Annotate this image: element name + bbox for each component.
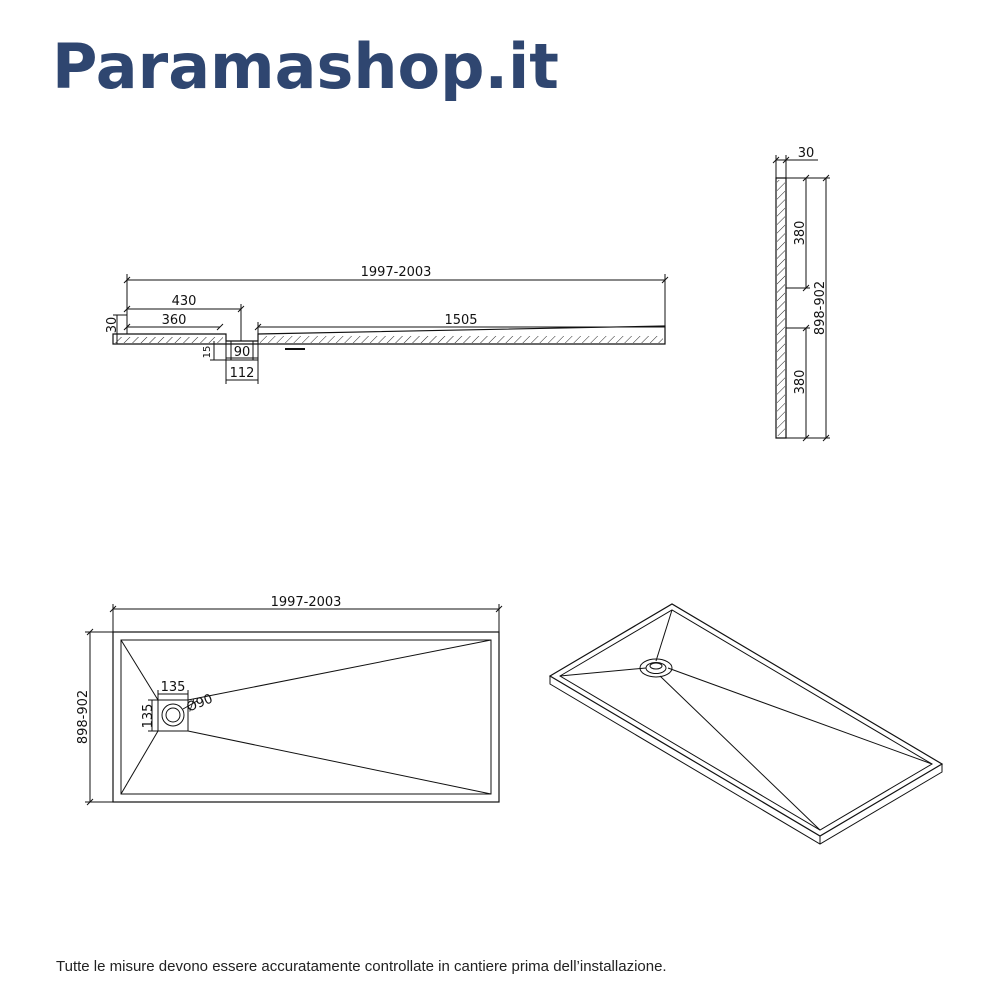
drain-square-height-label: 135 (141, 703, 156, 729)
drain-diameter-label: Ø90 (184, 691, 216, 716)
side-drain-offset-inner-label: 360 (161, 313, 187, 328)
end-lower-segment-label: 380 (793, 369, 808, 395)
end-upper-segment-label: 380 (793, 220, 808, 246)
side-drain-depth-label: 15 (202, 345, 213, 359)
isometric-view (550, 604, 942, 844)
end-width-label: 898-902 (813, 280, 828, 336)
side-remaining-length-label: 1505 (444, 313, 478, 328)
brand-logo: Paramashop.it (52, 30, 559, 103)
end-height-label: 30 (797, 146, 815, 161)
drain-square-width-label: 135 (160, 680, 186, 695)
side-drain-inner-label: 90 (233, 345, 251, 360)
side-height-label: 30 (105, 316, 120, 334)
side-length-label: 1997-2003 (360, 265, 432, 280)
side-drain-outer-label: 112 (229, 366, 255, 381)
side-view-section (113, 274, 668, 384)
side-drain-offset-outer-label: 430 (171, 294, 197, 309)
top-length-label: 1997-2003 (270, 595, 342, 610)
top-width-label: 898-902 (76, 689, 91, 745)
footer-note: Tutte le misure devono essere accuratamente controllate in cantiere prima dell’installazione. (56, 958, 667, 975)
